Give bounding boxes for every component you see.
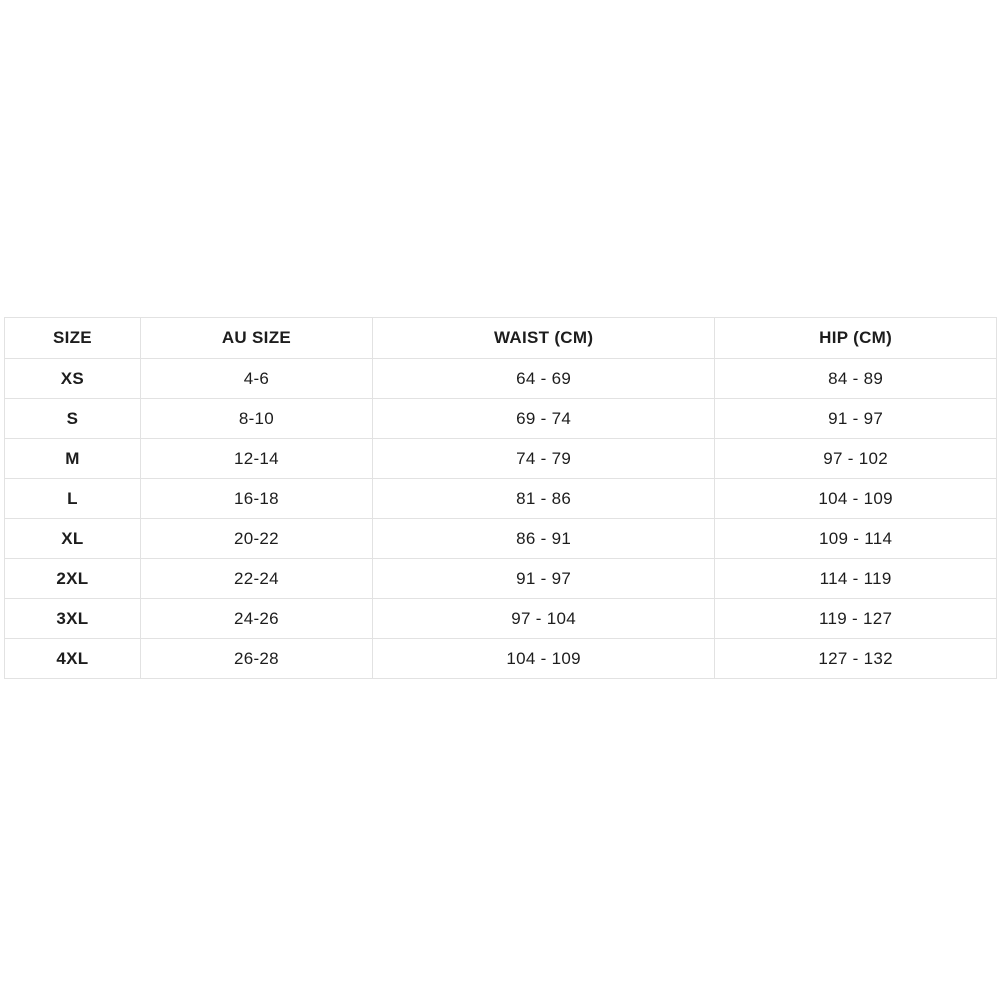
cell-2xl-hip-cm: 114 - 119 <box>715 559 997 599</box>
cell-s-hip-cm: 91 - 97 <box>715 399 997 439</box>
cell-3xl-hip-cm: 119 - 127 <box>715 599 997 639</box>
cell-xl-hip-cm: 109 - 114 <box>715 519 997 559</box>
column-header-hip-cm: HIP (CM) <box>715 318 997 359</box>
cell-m-au-size: 12-14 <box>140 439 372 479</box>
table-row-l <box>5 479 997 519</box>
cell-m-hip-cm: 97 - 102 <box>715 439 997 479</box>
column-header-size: SIZE <box>5 318 141 359</box>
table-row-m <box>5 439 997 479</box>
size-chart-header <box>5 318 997 359</box>
size-chart-section <box>4 317 997 679</box>
table-row-s <box>5 399 997 439</box>
cell-3xl-waist-cm: 97 - 104 <box>373 599 715 639</box>
cell-xs-au-size: 4-6 <box>140 359 372 399</box>
cell-2xl-au-size: 22-24 <box>140 559 372 599</box>
cell-2xl-waist-cm: 91 - 97 <box>373 559 715 599</box>
size-chart-table <box>4 317 997 679</box>
column-header-au-size: AU SIZE <box>140 318 372 359</box>
cell-4xl-size: 4XL <box>5 639 141 679</box>
cell-l-au-size: 16-18 <box>140 479 372 519</box>
cell-3xl-au-size: 24-26 <box>140 599 372 639</box>
cell-s-size: S <box>5 399 141 439</box>
cell-s-waist-cm: 69 - 74 <box>373 399 715 439</box>
cell-l-size: L <box>5 479 141 519</box>
cell-xs-hip-cm: 84 - 89 <box>715 359 997 399</box>
cell-xl-waist-cm: 86 - 91 <box>373 519 715 559</box>
cell-xs-waist-cm: 64 - 69 <box>373 359 715 399</box>
table-row-4xl <box>5 639 997 679</box>
cell-xs-size: XS <box>5 359 141 399</box>
cell-s-au-size: 8-10 <box>140 399 372 439</box>
table-row-2xl <box>5 559 997 599</box>
cell-l-waist-cm: 81 - 86 <box>373 479 715 519</box>
size-chart-body <box>5 359 997 679</box>
cell-m-size: M <box>5 439 141 479</box>
cell-3xl-size: 3XL <box>5 599 141 639</box>
column-header-waist-cm: WAIST (CM) <box>373 318 715 359</box>
cell-xl-au-size: 20-22 <box>140 519 372 559</box>
cell-m-waist-cm: 74 - 79 <box>373 439 715 479</box>
cell-l-hip-cm: 104 - 109 <box>715 479 997 519</box>
table-row-3xl <box>5 599 997 639</box>
cell-2xl-size: 2XL <box>5 559 141 599</box>
table-row-xs <box>5 359 997 399</box>
cell-4xl-au-size: 26-28 <box>140 639 372 679</box>
cell-4xl-waist-cm: 104 - 109 <box>373 639 715 679</box>
header-row <box>5 318 997 359</box>
table-row-xl <box>5 519 997 559</box>
cell-4xl-hip-cm: 127 - 132 <box>715 639 997 679</box>
cell-xl-size: XL <box>5 519 141 559</box>
